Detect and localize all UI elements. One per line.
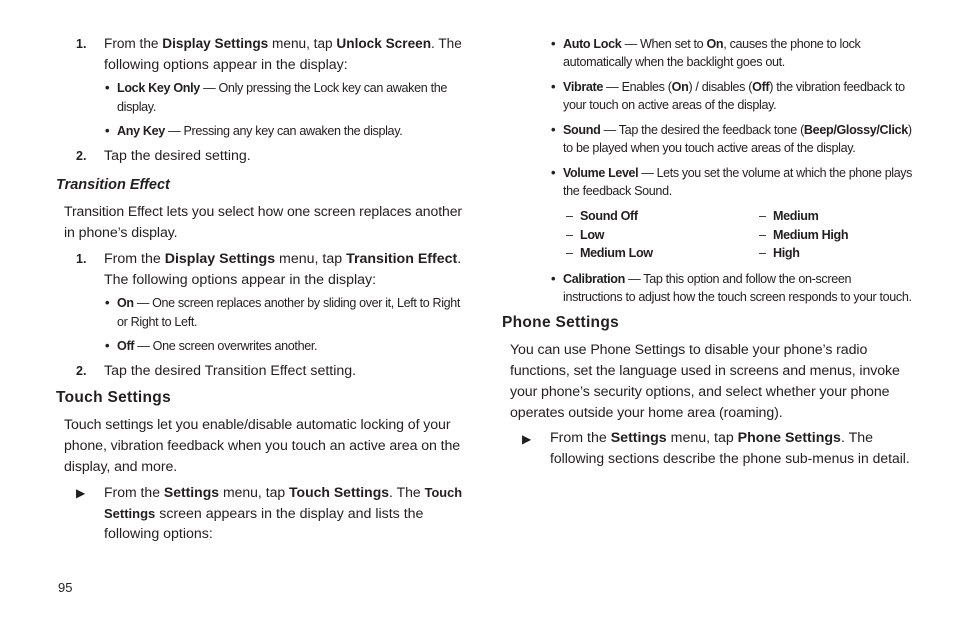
- option-desc: — Tap this option and follow the on-screen: [624, 272, 852, 286]
- bullet-icon: •: [105, 80, 110, 95]
- volume-option-item: Medium: [773, 209, 819, 223]
- step-number: 1.: [76, 252, 87, 266]
- dash-icon: –: [759, 209, 766, 223]
- option-desc: — When set to: [621, 37, 707, 51]
- option-label: Auto Lock: [563, 37, 622, 51]
- option-desc-line2: display.: [117, 100, 156, 114]
- off-option: [117, 337, 317, 355]
- volume-option-item: Low: [580, 228, 605, 242]
- dash-icon: –: [566, 228, 573, 242]
- option-label: Calibration: [563, 272, 625, 286]
- option-label: Sound: [563, 123, 601, 137]
- menu-name: Display Settings: [162, 36, 269, 52]
- volume-option-item: High: [773, 246, 800, 260]
- option-desc: — Enables (: [603, 80, 672, 94]
- text: From the: [104, 36, 163, 52]
- option-value: On: [706, 37, 724, 51]
- option-value: On: [671, 80, 689, 94]
- touch-settings-heading: Touch Settings: [56, 389, 171, 406]
- option-label: Any Key: [117, 124, 165, 138]
- paragraph-line: your phone’s security options, and select whether your phone: [510, 384, 890, 400]
- paragraph-line: operates outside your home area (roaming).: [510, 405, 783, 421]
- option-label: Off: [117, 339, 135, 353]
- dash-icon: –: [759, 246, 766, 260]
- text: . The: [389, 485, 425, 501]
- option-desc: ): [907, 123, 912, 137]
- paragraph-line: display, and more.: [64, 459, 178, 475]
- text: . The: [431, 36, 462, 52]
- step-number: 2.: [76, 364, 87, 378]
- text: screen appears in the display and lists the: [155, 506, 424, 522]
- option-desc: — One screen replaces another by sliding over it, Left to Right: [133, 296, 461, 310]
- option-desc: , causes the phone to lock: [723, 37, 861, 51]
- sound-option: [563, 121, 912, 139]
- text: From the: [104, 251, 165, 267]
- option-desc: ) the vibration feedback to: [769, 80, 905, 94]
- step-number: 1.: [76, 37, 87, 51]
- paragraph-line: Touch settings let you enable/disable automatic locking of your: [64, 417, 451, 433]
- option-desc-line2: your touch on active areas of the display.: [563, 98, 777, 112]
- option-desc-line2: instructions to adjust how the touch screen responds to your touch.: [563, 290, 912, 304]
- on-option: [117, 294, 460, 312]
- page-number: 95: [58, 580, 73, 595]
- option-label: Lock Key Only: [117, 81, 200, 95]
- option-value: Glossy: [836, 123, 877, 137]
- arrow-bullet-icon: ▶: [522, 432, 532, 446]
- lock-key-only-option: [117, 79, 447, 97]
- text: menu, tap: [268, 36, 337, 52]
- option-desc: — Lets you set the volume at which the phone plays: [638, 166, 913, 180]
- step-text: Tap the desired Transition Effect setting.: [104, 363, 357, 379]
- option-desc: — Only pressing the Lock key can awaken the: [199, 81, 448, 95]
- text: From the: [104, 485, 164, 501]
- step-text-line2: following sections describe the phone sub-menus in detail.: [550, 451, 910, 467]
- bullet-icon: •: [551, 36, 556, 51]
- text: . The: [840, 430, 874, 446]
- paragraph-line: phone, vibration feedback when you touch an active area on the: [64, 438, 461, 454]
- bullet-icon: •: [105, 338, 110, 353]
- text: menu, tap: [219, 485, 290, 501]
- arrow-bullet-icon: ▶: [76, 486, 86, 500]
- step-text: [104, 249, 461, 270]
- option-name: Unlock Screen: [336, 36, 432, 52]
- paragraph-line: functions, set the language used in screens and menus, invoke: [510, 363, 900, 379]
- option-desc-line2: to be played when you touch active areas of the display.: [563, 141, 856, 155]
- option-name: Transition Effect: [346, 251, 458, 267]
- step-text-line2: The following options appear in the display:: [104, 272, 377, 288]
- volume-option-item: Medium Low: [580, 246, 653, 260]
- separator: /: [833, 123, 837, 137]
- option-label: Vibrate: [563, 80, 604, 94]
- option-desc-line2: the feedback Sound.: [563, 184, 672, 198]
- option-label: On: [117, 296, 134, 310]
- text: From the: [550, 430, 611, 446]
- bullet-icon: •: [551, 271, 556, 286]
- option-value: Click: [879, 123, 908, 137]
- dash-icon: –: [566, 209, 573, 223]
- option-desc: — One screen overwrites another.: [134, 339, 318, 353]
- separator: /: [876, 123, 880, 137]
- step-text: [550, 428, 873, 449]
- paragraph-line: in phone’s display.: [64, 225, 178, 241]
- transition-effect-heading: Transition Effect: [56, 177, 170, 193]
- step-text: [104, 34, 462, 55]
- option-desc: ) / disables (: [688, 80, 753, 94]
- option-name: Touch Settings: [289, 485, 390, 501]
- option-desc: — Tap the desired the feedback tone (: [600, 123, 804, 137]
- option-value: Off: [752, 80, 770, 94]
- paragraph-line: You can use Phone Settings to disable your phone’s radio: [510, 342, 868, 358]
- step-number: 2.: [76, 149, 87, 163]
- text: .: [457, 251, 462, 267]
- bullet-icon: •: [105, 295, 110, 310]
- option-name: Phone Settings: [737, 430, 841, 446]
- bullet-icon: •: [551, 79, 556, 94]
- step-text: Tap the desired setting.: [104, 148, 251, 164]
- auto-lock-option: [563, 35, 861, 53]
- volume-option-item: Medium High: [773, 228, 849, 242]
- text: menu, tap: [666, 430, 738, 446]
- menu-name: Settings: [163, 485, 220, 501]
- option-desc-line2: or Right to Left.: [117, 315, 198, 329]
- text: menu, tap: [275, 251, 347, 267]
- step-text: [104, 482, 462, 504]
- dash-icon: –: [566, 246, 573, 260]
- vibrate-option: [563, 78, 905, 96]
- bullet-icon: •: [105, 123, 110, 138]
- menu-name: Settings: [610, 430, 667, 446]
- phone-settings-heading: Phone Settings: [502, 314, 620, 331]
- option-desc-line2: automatically when the backlight goes out.: [563, 55, 785, 69]
- paragraph-line: Transition Effect lets you select how one screen replaces another: [64, 204, 462, 220]
- bullet-icon: •: [551, 165, 556, 180]
- volume-level-option: [563, 164, 912, 182]
- any-key-option: [117, 122, 402, 140]
- step-text-line2: following options appear in the display:: [104, 57, 348, 73]
- option-desc: — Pressing any key can awaken the display.: [164, 124, 403, 138]
- step-text-line2: [104, 503, 423, 525]
- step-text-line3: following options:: [104, 526, 213, 542]
- dash-icon: –: [759, 228, 766, 242]
- screen-name: Touch: [424, 485, 463, 500]
- option-value: Beep: [803, 123, 834, 137]
- bullet-icon: •: [551, 122, 556, 137]
- menu-name: Display Settings: [164, 251, 276, 267]
- screen-name: Settings: [104, 506, 156, 521]
- calibration-option: [563, 270, 851, 288]
- volume-option-item: Sound Off: [580, 209, 638, 223]
- option-label: Volume Level: [563, 166, 639, 180]
